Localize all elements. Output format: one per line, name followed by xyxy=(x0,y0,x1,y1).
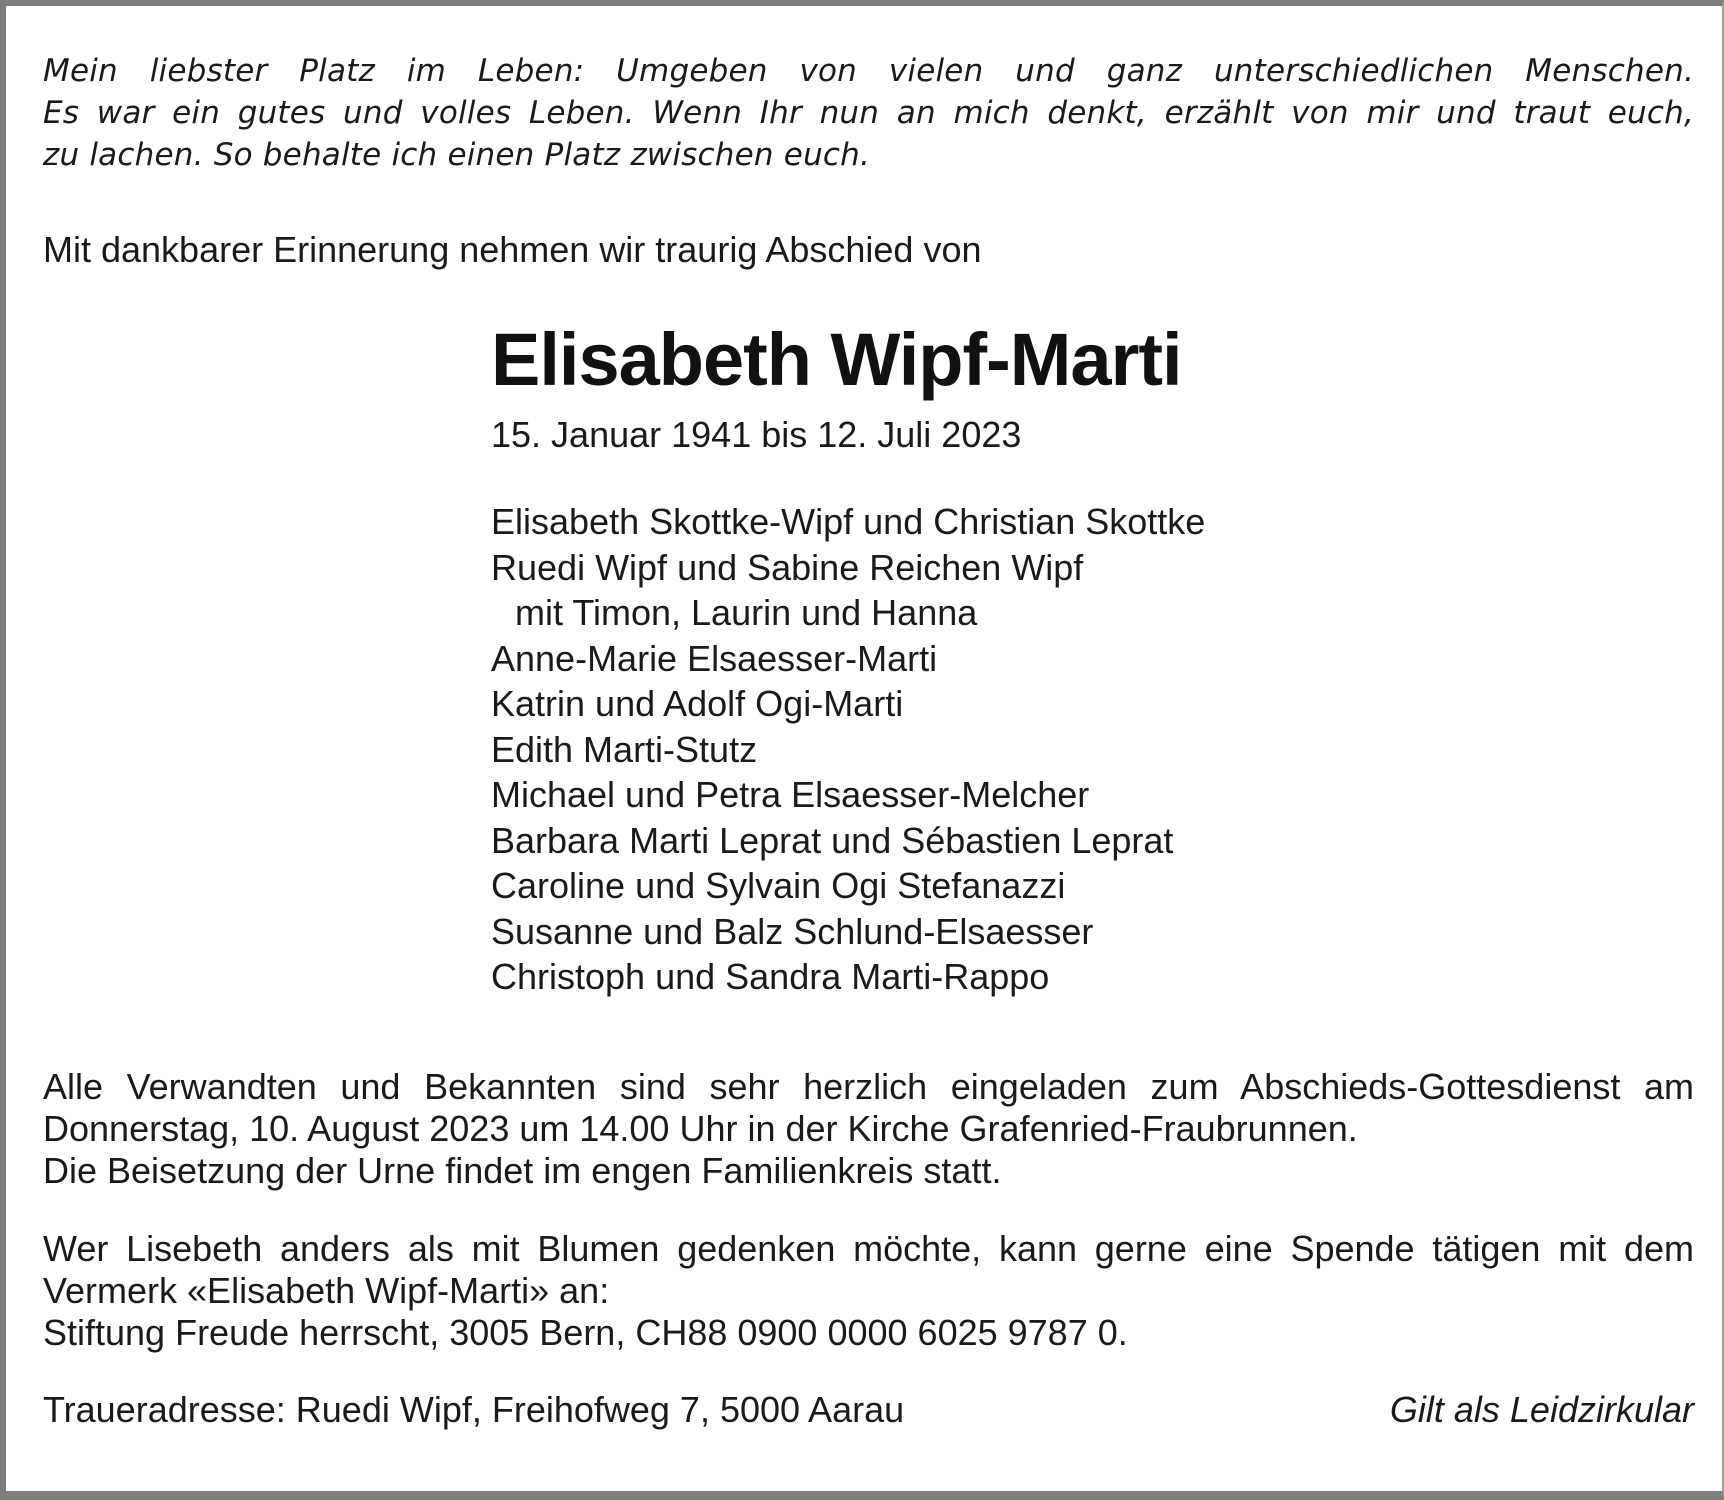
mourning-address: Traueradresse: Ruedi Wipf, Freihofweg 7, 5000 Aarau xyxy=(43,1389,905,1430)
service-line: Die Beisetzung der Urne findet im engen Familienkreis statt. xyxy=(43,1150,1002,1191)
obituary-content xyxy=(43,50,1694,1430)
mourner-item: Edith Marti-Stutz xyxy=(491,728,758,770)
motto-line: zu lachen. So behalte ich einen Platz zwischen euch. xyxy=(43,137,871,173)
motto-quote xyxy=(43,50,1694,176)
mourner-item: Caroline und Sylvain Ogi Stefanazzi xyxy=(491,865,1066,906)
mourner-item: Ruedi Wipf und Sabine Reichen Wipf xyxy=(491,546,1084,588)
deceased-block xyxy=(491,315,1205,1000)
donation-line: Vermerk «Elisabeth Wipf-Marti» an: xyxy=(43,1270,610,1311)
mourner-item: Christoph und Sandra Marti-Rappo xyxy=(491,956,1050,997)
motto-line: Mein liebster Platz im Leben: Umgeben von vielen und ganz unterschiedlichen Menschen. xyxy=(43,53,1694,89)
service-paragraph xyxy=(43,1066,1694,1192)
mourner-item: Elisabeth Skottke-Wipf und Christian Skottke xyxy=(491,501,1206,542)
mourner-item: Anne-Marie Elsaesser-Marti xyxy=(491,637,938,679)
service-line: Donnerstag, 10. August 2023 um 14.00 Uhr in der Kirche Grafenried-Fraubrunnen. xyxy=(43,1108,1358,1149)
mourner-item: mit Timon, Laurin und Hanna xyxy=(515,592,978,633)
mourner-item: Michael und Petra Elsaesser-Melcher xyxy=(491,774,1090,815)
deceased-name: Elisabeth Wipf-Marti xyxy=(491,318,1182,401)
donation-paragraph xyxy=(43,1228,1694,1354)
circular-note: Gilt als Leidzirkular xyxy=(1389,1389,1694,1430)
donation-line: Wer Lisebeth anders als mit Blumen gedenken möchte, kann gerne eine Spende tätigen mit dem xyxy=(43,1228,1694,1269)
service-line: Alle Verwandten und Bekannten sind sehr herzlich eingeladen zum Abschieds-Gottesdienst am xyxy=(43,1066,1694,1107)
farewell-intro: Mit dankbarer Erinnerung nehmen wir traurig Abschied von xyxy=(43,229,982,270)
life-dates: 15. Januar 1941 bis 12. Juli 2023 xyxy=(491,414,1022,455)
donation-line: Stiftung Freude herrscht, 3005 Bern, CH88 0900 0000 6025 9787 0. xyxy=(43,1312,1128,1353)
motto-line: Es war ein gutes und volles Leben. Wenn Ihr nun an mich denkt, erzählt von mir und traut euch, xyxy=(43,95,1694,131)
mourners-list xyxy=(491,499,1205,1000)
mourner-item: Katrin und Adolf Ogi-Marti xyxy=(491,683,904,724)
mourner-item: Susanne und Balz Schlund-Elsaesser xyxy=(491,910,1094,952)
mourner-item: Barbara Marti Leprat und Sébastien Leprat xyxy=(491,819,1174,861)
